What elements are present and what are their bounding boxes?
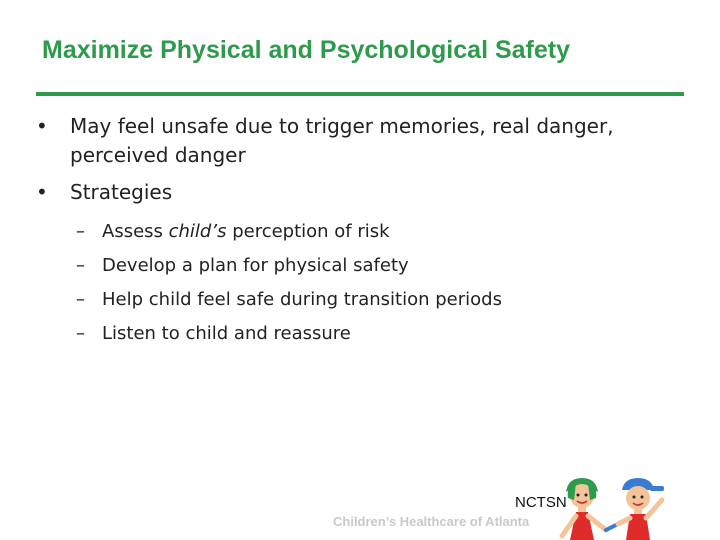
sub-bullet-item [36,215,696,249]
bullet-dot: • [36,180,48,204]
sub-bullet-text: Help child feel safe during transition periods [102,289,502,310]
sub-bullet-dash: – [76,255,85,276]
title-divider [36,92,684,96]
footer-org: Children’s Healthcare of Atlanta [333,514,530,529]
children-logo-icon [558,470,720,540]
sub-bullet-item [36,317,696,351]
sub-bullet-dash: – [76,289,85,310]
bullet-text: May feel unsafe due to trigger memories, real danger, perceived danger [70,114,614,167]
sub-bullet-item [36,249,696,283]
sub-bullet-text-start: Assess [102,221,169,242]
slide-body [36,112,696,351]
sub-bullet-emphasis: child’s [168,221,227,242]
sub-bullet-item [36,283,696,317]
sub-bullet-text-end: perception of risk [226,221,390,242]
sub-bullet-text: Listen to child and reassure [102,323,351,344]
bullet-text: Strategies [70,180,173,204]
slide-title: Maximize Physical and Psychological Safety [42,36,570,64]
sub-bullet-dash: – [76,323,85,344]
footer-brand: NCTSN [515,494,567,511]
bullet-dot: • [36,114,48,138]
sub-bullet-text: Develop a plan for physical safety [102,255,409,276]
bullet-item [36,178,696,207]
bullet-item [36,112,696,170]
sub-bullet-dash: – [76,221,85,242]
